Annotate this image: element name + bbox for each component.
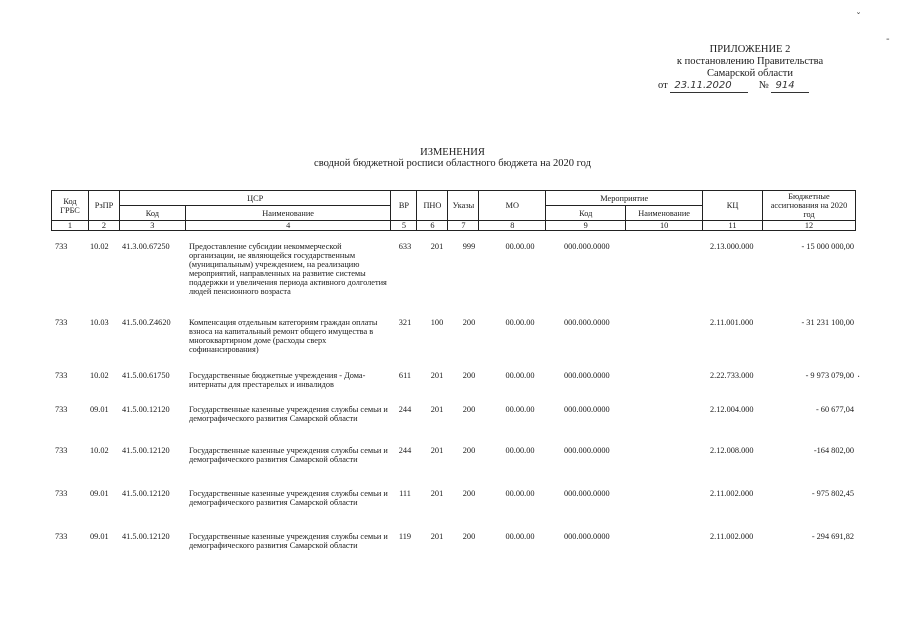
cell-vr: 244 (398, 446, 412, 455)
cell-pno: 201 (430, 371, 444, 380)
header-mer-kod: Код (546, 206, 626, 221)
number-label: № (758, 80, 769, 91)
cell-name: Предоставление субсидии некоммерческой организации, не являющейся государственным (муниципальным) учреждением, на реализацию мероприятий, направленных на развитие системы поддержки и увеличения периода активного долголетия людей пенсионного возраста (189, 242, 387, 296)
header-mo: МО (479, 191, 546, 221)
cell-sum: - 294 691,82 (811, 532, 854, 541)
cell-rzpr: 09.01 (90, 489, 109, 498)
column-number: 5 (391, 221, 417, 231)
cell-kc: 2.11.001.000 (710, 318, 754, 327)
column-number: 12 (763, 221, 856, 231)
column-number: 8 (479, 221, 546, 231)
cell-sum: - 15 000 000,00 (801, 242, 854, 251)
header-mer-name: Наименование (626, 206, 703, 221)
cell-meropr-kod: 000.000.0000 (564, 532, 610, 541)
appendix-line-2: Самарской области (707, 68, 793, 79)
header-budget: Бюджетные ассигнования на 2020 год (763, 191, 856, 221)
cell-rzpr: 10.02 (90, 446, 109, 455)
cell-grbs: 733 (55, 318, 68, 327)
cell-grbs: 733 (55, 242, 68, 251)
document-subtitle: сводной бюджетной росписи областного бюджета на 2020 год (314, 158, 591, 169)
cell-meropr-kod: 000.000.0000 (564, 371, 610, 380)
cell-mo: 00.00.00 (505, 489, 535, 498)
cell-meropr-kod: 000.000.0000 (564, 405, 610, 414)
cell-csr-kod: 41.5.00.Z4620 (122, 318, 171, 327)
cell-csr-kod: 41.5.00.12120 (122, 489, 170, 498)
cell-kc: 2.22.733.000 (710, 371, 754, 380)
cell-vr: 244 (398, 405, 412, 414)
cell-name: Государственные казенные учреждения службы семьи и демографического развития Самарской области (189, 405, 388, 423)
header-kc: КЦ (703, 191, 763, 221)
cell-name: Государственные казенные учреждения службы семьи и демографического развития Самарской области (189, 532, 388, 550)
cell-pno: 201 (430, 446, 444, 455)
scan-speck-mark: . (857, 369, 861, 380)
budget-table-header (51, 190, 856, 231)
cell-meropr-kod: 000.000.0000 (564, 242, 610, 251)
cell-grbs: 733 (55, 489, 68, 498)
cell-rzpr: 10.02 (90, 371, 109, 380)
column-number: 11 (703, 221, 763, 231)
header-grbs: Код ГРБС (52, 191, 89, 221)
scan-speck-mark: ˇ (856, 12, 861, 23)
cell-rzpr: 09.01 (90, 532, 109, 541)
cell-kc: 2.11.002.000 (710, 489, 754, 498)
cell-pno: 100 (430, 318, 444, 327)
cell-csr-kod: 41.5.00.12120 (122, 405, 170, 414)
cell-mo: 00.00.00 (505, 405, 535, 414)
header-meropr: Мероприятие (546, 191, 703, 206)
cell-mo: 00.00.00 (505, 318, 535, 327)
cell-kc: 2.12.008.000 (710, 446, 754, 455)
header-ukazy: Указы (448, 191, 479, 221)
column-number: 1 (52, 221, 89, 231)
cell-kc: 2.12.004.000 (710, 405, 754, 414)
header-csr-kod: Код (119, 206, 185, 221)
cell-grbs: 733 (55, 532, 68, 541)
cell-pno: 201 (430, 405, 444, 414)
cell-meropr-kod: 000.000.0000 (564, 446, 610, 455)
cell-vr: 111 (399, 489, 411, 498)
column-number: 6 (417, 221, 448, 231)
cell-rzpr: 09.01 (90, 405, 109, 414)
cell-csr-kod: 41.5.00.61750 (122, 371, 170, 380)
header-csr-name: Наименование (185, 206, 391, 221)
cell-sum: -164 802,00 (813, 446, 854, 455)
appendix-date-row (650, 80, 850, 93)
cell-mo: 00.00.00 (505, 446, 535, 455)
cell-meropr-kod: 000.000.0000 (564, 489, 610, 498)
cell-vr: 321 (398, 318, 412, 327)
cell-pno: 201 (430, 242, 444, 251)
cell-csr-kod: 41.3.00.67250 (122, 242, 170, 251)
cell-grbs: 733 (55, 446, 68, 455)
cell-sum: - 31 231 100,00 (801, 318, 854, 327)
column-number: 2 (88, 221, 119, 231)
scan-speck-mark: - (886, 34, 890, 45)
appendix-line-1: к постановлению Правительства (676, 56, 824, 67)
column-number: 3 (119, 221, 185, 231)
cell-name: Компенсация отдельным категориям граждан оплаты взноса на капитальный ремонт общего имущества в многоквартирном доме (расходы сверх софинансирования) (189, 318, 378, 354)
cell-rzpr: 10.03 (90, 318, 109, 327)
cell-ukazy: 200 (462, 532, 476, 541)
document-title: ИЗМЕНЕНИЯ (420, 147, 485, 158)
cell-mo: 00.00.00 (505, 532, 535, 541)
cell-csr-kod: 41.5.00.12120 (122, 532, 170, 541)
cell-grbs: 733 (55, 371, 68, 380)
cell-ukazy: 200 (462, 371, 476, 380)
cell-sum: - 60 677,04 (815, 405, 854, 414)
cell-ukazy: 999 (462, 242, 476, 251)
header-rzpr: РзПР (88, 191, 119, 221)
cell-sum: - 975 802,45 (811, 489, 854, 498)
cell-pno: 201 (430, 532, 444, 541)
header-pno: ПНО (417, 191, 448, 221)
cell-ukazy: 200 (462, 405, 476, 414)
cell-name: Государственные казенные учреждения службы семьи и демографического развития Самарской области (189, 489, 388, 507)
handwritten-number: 914 (771, 80, 809, 93)
cell-name: Государственные казенные учреждения службы семьи и демографического развития Самарской области (189, 446, 388, 464)
cell-sum: - 9 973 079,00 (805, 371, 854, 380)
cell-pno: 201 (430, 489, 444, 498)
cell-vr: 611 (398, 371, 412, 380)
column-number: 7 (448, 221, 479, 231)
column-number: 9 (546, 221, 626, 231)
cell-kc: 2.11.002.000 (710, 532, 754, 541)
header-csr: ЦСР (119, 191, 391, 206)
cell-meropr-kod: 000.000.0000 (564, 318, 610, 327)
cell-kc: 2.13.000.000 (710, 242, 754, 251)
cell-ukazy: 200 (462, 446, 476, 455)
appendix-block (650, 44, 850, 93)
handwritten-date: 23.11.2020 (670, 80, 748, 93)
cell-name: Государственные бюджетные учреждения - Дома-интернаты для престарелых и инвалидов (189, 371, 366, 389)
cell-mo: 00.00.00 (505, 242, 535, 251)
cell-grbs: 733 (55, 405, 68, 414)
appendix-title: ПРИЛОЖЕНИЕ 2 (709, 44, 791, 55)
date-from-label: от (658, 80, 668, 91)
cell-mo: 00.00.00 (505, 371, 535, 380)
cell-ukazy: 200 (462, 318, 476, 327)
column-number: 4 (185, 221, 391, 231)
cell-csr-kod: 41.5.00.12120 (122, 446, 170, 455)
column-number: 10 (626, 221, 703, 231)
cell-ukazy: 200 (462, 489, 476, 498)
cell-vr: 119 (398, 532, 412, 541)
cell-vr: 633 (398, 242, 412, 251)
header-vr: ВР (391, 191, 417, 221)
cell-rzpr: 10.02 (90, 242, 109, 251)
